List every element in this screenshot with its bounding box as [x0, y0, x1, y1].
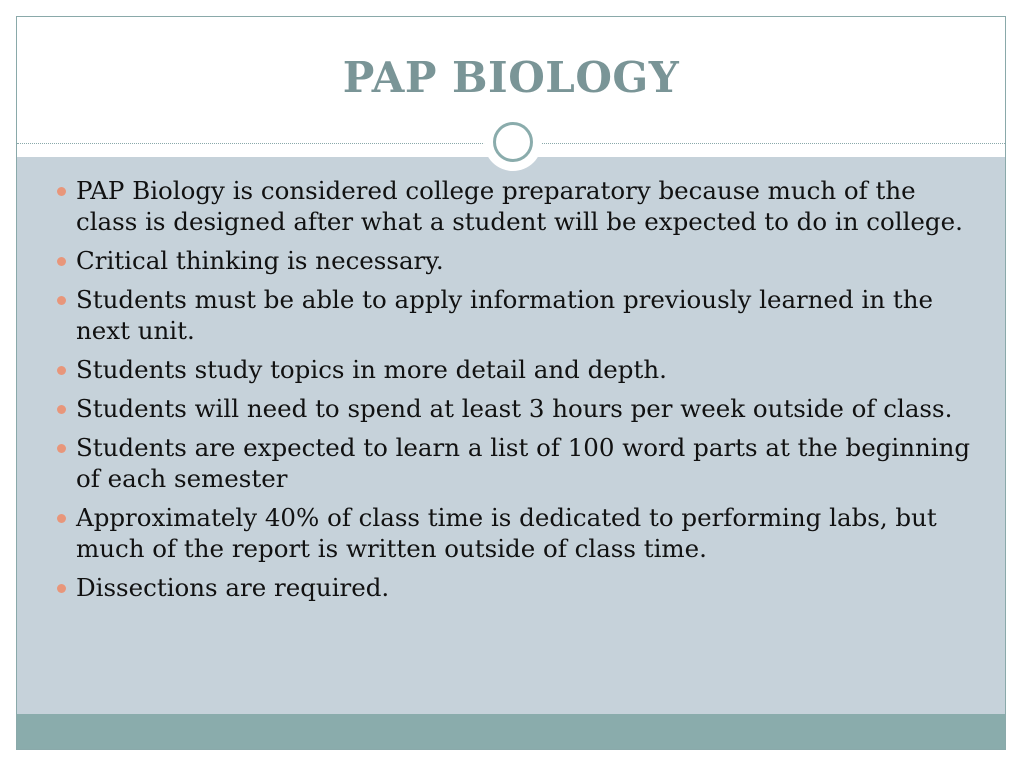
bullet-item: [57, 502, 977, 564]
bullet-text: Students study topics in more detail and depth.: [76, 355, 667, 384]
bullet-item: [57, 354, 977, 385]
bullet-item: [57, 572, 977, 603]
bullet-item: [57, 284, 977, 346]
slide-title: PAP BIOLOGY: [342, 53, 680, 102]
circle-ornament-icon: [484, 113, 542, 171]
bullet-text: Approximately 40% of class time is dedicated to performing labs, but much of the report is written outside of class time.: [76, 503, 937, 563]
bullet-item: [57, 245, 977, 276]
content-area: [17, 157, 1005, 715]
bullet-dot-icon: [57, 584, 66, 593]
bullet-text: Students are expected to learn a list of 100 word parts at the beginning of each semester: [76, 433, 971, 493]
bullet-item: [57, 175, 977, 237]
bullet-dot-icon: [57, 444, 66, 453]
bullet-dot-icon: [57, 296, 66, 305]
bullet-item: [57, 432, 977, 494]
bullet-dot-icon: [57, 366, 66, 375]
bullet-list: [17, 175, 1005, 611]
bullet-text: Students will need to spend at least 3 hours per week outside of class.: [76, 394, 953, 423]
bullet-dot-icon: [57, 187, 66, 196]
bullet-dot-icon: [57, 405, 66, 414]
slide: [16, 16, 1006, 750]
bullet-item: [57, 393, 977, 424]
circle-ornament-ring: [493, 122, 533, 162]
bullet-text: Dissections are required.: [76, 573, 390, 602]
bullet-text: Critical thinking is necessary.: [76, 246, 444, 275]
footer-bar: [17, 714, 1005, 749]
bullet-dot-icon: [57, 514, 66, 523]
bullet-text: PAP Biology is considered college preparatory because much of the class is designed after what a student will be expected to do in college.: [76, 176, 963, 236]
bullet-text: Students must be able to apply information previously learned in the next unit.: [76, 285, 934, 345]
bullet-dot-icon: [57, 257, 66, 266]
